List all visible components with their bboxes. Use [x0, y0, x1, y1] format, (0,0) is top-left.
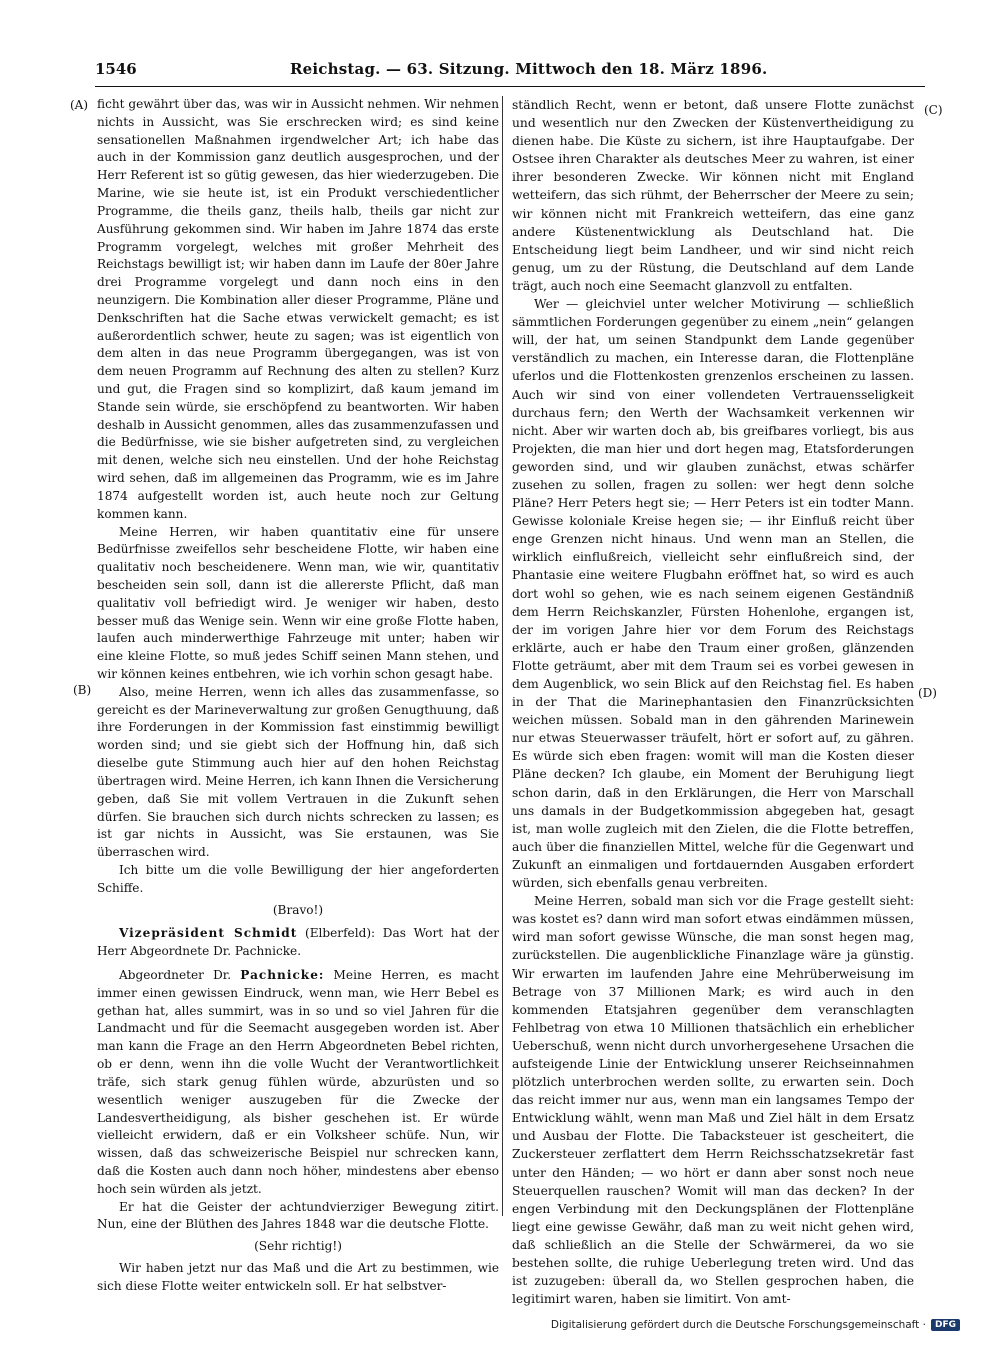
- paragraph: Meine Herren, wir haben quantitativ eine für unsere Bedürfnisse zweifellos sehr bescheidene Flotte, wir haben eine qualitativ noch bescheidenere. Wenn man, wie wir, quantitativ bescheiden sein soll, dann ist die allererste Pflicht, daß man qualitativ voll befriedigt wird. Je weniger wir haben, desto besser muß das Wenige sein. Wenn wir eine große Flotte haben, laufen auch minderwerthige Fahrzeuge mit unter; haben wir eine kleine Flotte, so muß jedes Schiff seinen Mann stehen, und wir können keines entbehren, wie ich vorhin schon gesagt habe.: [97, 524, 499, 681]
- speaker-text: Meine Herren, es macht immer einen gewissen Eindruck, wenn man, wie Herr Bebel es gethan hat, alles summirt, was in so und so viel Jahren für die Landmacht und für die Seemacht ausgegeben worden ist. Aber man kann die Frage an den Herrn Abgeordneten Bebel richten, ob er denn, wenn ihn die volle Wucht der Verantwortlichkeit träfe, sich stark genug fühlen würde, abzurüsten und so wesentlich weniger auszugeben für die Zwecke der Landesvertheidigung, als bisher geschehen ist. Er würde vielleicht erwidern, daß er ein Volksheer schüfe. Nun, wir wissen, daß das schweizerische Beispiel nur schrecken kann, daß die Kosten auch dann noch höher, mindestens aber ebenso hoch sein würden als jetzt.: [97, 968, 499, 1196]
- running-head: Reichstag. — 63. Sitzung. Mittwoch den 18. März 1896.: [290, 60, 768, 78]
- margin-marker-d: (D): [918, 686, 937, 700]
- dfg-logo: DFG: [931, 1319, 960, 1331]
- margin-marker-c: (C): [924, 103, 943, 117]
- paragraph: Wir haben jetzt nur das Maß und die Art zu bestimmen, wie sich diese Flotte weiter entwickeln soll. Er hat selbstver-: [97, 1261, 499, 1293]
- interjection-bravo: (Bravo!): [272, 902, 324, 917]
- paragraph: ficht gewährt über das, was wir in Aussicht nehmen. Wir nehmen nichts in Aussicht, was Sie erschrecken wird; es sind keine sensationellen Maßnahmen irgendwelcher Art; ich habe das auch in der Kommission ganz deutlich ausgesprochen, und der Herr Referent ist so gütig gewesen, das hier wiederzugeben. Die Marine, wie sie heute ist, ist ein Produkt verschiedentlicher Programme, die theils ganz, theils halb, theils gar nicht zur Ausführung gekommen sind. Wir haben im Jahre 1874 das erste Programm vorgelegt, welches mit großer Mehrheit des Reichstags bewilligt ist; wir haben dann im Laufe der 80er Jahre drei Programme vorgelegt und dann noch eins in den neunzigern. Die Kombination aller dieser Programme, Pläne und Denkschriften hat die Sache etwas verwickelt gemacht; es ist außerordentlich schwer, heute zu sagen; was ist eigentlich von dem alten in das neue Programm übergegangen, was ist von dem neuen Programm auf Rechnung des alten zu stellen? Kurz und gut, die Fragen sind so komplizirt, daß kaum jemand im Stande sein würde, sie erschöpfend zu beantworten. Wir haben deshalb in Aussicht genommen, alles das zusammenzufassen und die Bedürfnisse, wie sie bisher aufgetreten sind, zu vergleichen mit denen, welche sich neu einstellen. Und der hohe Reichstag wird sehen, daß im allgemeinen das Programm, wie es im Jahre 1874 aufgestellt worden ist, auch heute noch zur Geltung kommen kann.: [97, 97, 499, 521]
- left-column: [97, 96, 499, 1296]
- speaker-name: Pachnicke:: [240, 968, 325, 982]
- speaker-paragraph-pachnicke: [97, 967, 499, 1199]
- speaker-text: (Elberfeld): Das Wort hat der Herr Abgeordnete Dr. Pachnicke.: [97, 926, 499, 959]
- column-divider: [502, 96, 503, 1216]
- page-header: [95, 60, 925, 84]
- margin-marker-a: (A): [70, 98, 89, 112]
- footer-text: Digitalisierung gefördert durch die Deutsche Forschungsgemeinschaft ·: [550, 1319, 926, 1331]
- margin-marker-b: (B): [73, 683, 92, 697]
- right-column: [512, 96, 914, 1308]
- speaker-paragraph-vizepraesident: [97, 925, 499, 961]
- paragraph: Wer — gleichviel unter welcher Motivirung — schließlich sämmtlichen Forderungen gegenüber zu einem „nein“ gelangen will, der hat, um seinen Standpunkt dem Lande gegenüber verständlich zu machen, ein Interesse daran, die Flottenpläne uferlos und die Flottenkosten grenzenlos erscheinen zu lassen. Auch wir sind von einer vollendeten Vertrauensseligkeit durchaus fern; den Werth der Wachsamkeit verkennen wir nicht. Aber wir warten doch ab, bis greifbares vorliegt, bis aus Projekten, die man hier und dort hegen mag, Etatsforderungen geworden sind, und wir glauben zunächst, etwas schärfer zusehen zu sollen, fragen zu sollen: wer hegt denn solche Pläne? Herr Peters hegt sie; — Herr Peters ist ein todter Mann. Gewisse koloniale Kreise hegen sie; — ihr Einfluß reicht über enge Grenzen nicht hinaus. Und wenn man an Stellen, die wirklich einflußreich, vielleicht sehr einflußreich sind, der Phantasie eine weitere Flugbahn eröffnet hat, so wird es auch dort wohl so gehen, wie es nach seinem eigenen Geständniß dem Herrn Reichskanzler, Fürsten Hohenlohe, ergangen ist, der im vorigen Jahre hier vor dem Forum des Reichstags erklärte, auch er habe den Traum einer großen, glänzenden Flotte geträumt, aber mit dem Traum sei es vorbei gewesen in dem Augenblick, wo sein Blick auf den Reichstag fiel. Es haben in der That die Marinephantasien den Finanzrücksichten weichen müssen. Sobald man in den gährenden Marinewein nur etwas Steuerwasser träufelt, hört er sofort auf, zu gähren. Es würde sich eben fragen: womit will man die Kosten dieser Pläne decken? Ich glaube, ein Moment der Beruhigung liegt schon darin, daß in den Erklärungen, die Herr von Marschall uns damals in der Budgetkommission abgegeben hat, gesagt ist, man wolle zugleich mit den Zielen, die die Flotte betreffen, auch über die finanziellen Mittel, welche für die Gegenwart und Zukunft an einmaligen und fortdauernden Ausgaben erfordert würden, sich ebenfalls genau verbreiten.: [512, 297, 914, 891]
- paragraph: Er hat die Geister der achtundvierziger Bewegung zitirt. Nun, eine der Blüthen des Jahres 1848 war die deutsche Flotte.: [97, 1199, 499, 1232]
- interjection-sehr-richtig: (Sehr richtig!): [254, 1239, 342, 1254]
- paragraph: ständlich Recht, wenn er betont, daß unsere Flotte zunächst und wesentlich nur den Zwecken der Küstenvertheidigung zu dienen habe. Die Küste zu sichern, ist ihre Hauptaufgabe. Der Ostsee ihren Charakter als deutsches Meer zu wahren, ist einer ihrer besonderen Zwecke. Wir können nicht mit England wetteifern, das sich rühmt, der Beherrscher der Meere zu sein; wir können nicht mit Frankreich wetteifern, das eine ganz andere Küstenentwicklung als Deutschland hat. Die Entscheidung liegt beim Landheer, und wir sind nicht reich genug, um zu der Rüstung, die Deutschland auf dem Lande trägt, auch noch eine Seemacht glanzvoll zu entfalten.: [512, 98, 914, 293]
- paragraph: Meine Herren, sobald man sich vor die Frage gestellt sieht: was kostet es? dann wird man sofort etwas eindämmen müssen, wird man sofort gewisse Wünsche, die man sonst hegen mag, zurückstellen. Die augenblickliche Finanzlage wäre ja günstig. Wir erwarten im laufenden Jahre eine Mehrüberweisung im Betrage von 37 Millionen Mark; es wird auch in den kommenden Etatsjahren gegenüber dem veranschlagten Fehlbetrag von etwa 10 Millionen thatsächlich ein erheblicher Ueberschuß, wenn nicht durch unvorhergesehene Ursachen die aufsteigende Linie der Entwicklung unserer Reichseinnahmen plötzlich unterbrochen werden sollte, zu erwarten sein. Doch das reicht immer nur aus, wenn man ein langsames Tempo der Entwicklung wählt, wenn man Maß und Ziel hält in dem Ersatz und Ausbau der Flotte. Die Tabacksteuer ist gescheitert, die Zuckersteuer zerflattert dem Herrn Reichsschatzsekretär fast unter den Händen; — wo hört er dann aber sonst noch neue Steuerquellen rauschen? Womit will man das decken? In der engen Verbindung mit den Deckungsplänen der Flottenpläne liegt eine gewisse Gewähr, daß man zu weit nicht gehen wird, daß schließlich an die Stelle der Schwärmerei, da wo sie bestehen sollte, die ruhige Ueberlegung treten wird. Und das ist zuzugeben: überall da, wo Stellen gesprochen haben, die legitimirt waren, haben sie limitirt. Von amt-: [512, 894, 914, 1307]
- paragraph: Also, meine Herren, wenn ich alles das zusammenfasse, so gereicht es der Marineverwaltung zur großen Genugthuung, daß ihre Forderungen in der Kommission fast einstimmig bewilligt worden sind; und sie giebt sich der Hoffnung hin, daß sich dieselbe gute Stimmung auch hier auf den hohen Reichstag übertragen wird. Meine Herren, ich kann Ihnen die Versicherung geben, daß Sie mit vollem Vertrauen in die Zukunft sehen dürfen. Sie brauchen sich durch nichts schrecken zu lassen; es ist gar nichts in Aussicht, was Sie erstaunen, was Sie überraschen wird.: [97, 684, 499, 860]
- page-number: 1546: [95, 60, 137, 78]
- paragraph: Ich bitte um die volle Bewilligung der hier angeforderten Schiffe.: [97, 862, 499, 895]
- header-rule: [95, 86, 925, 87]
- footer-credit: [551, 1319, 960, 1331]
- speaker-title: Abgeordneter Dr.: [119, 968, 232, 982]
- speaker-name: Vizepräsident Schmidt: [119, 926, 298, 941]
